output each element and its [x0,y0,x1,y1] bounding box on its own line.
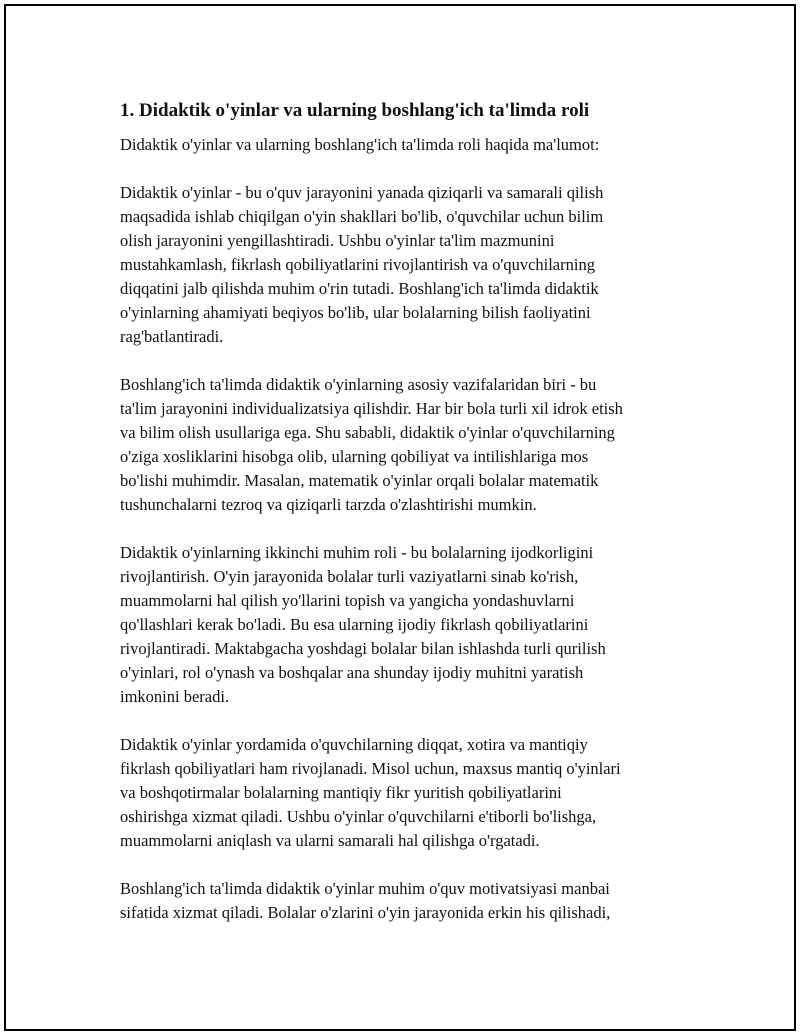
paragraph-line: o'yinlarning ahamiyati beqiyos bo'lib, ular bolalarning bilish faoliyatini [120,303,591,322]
paragraph-line: va bilim olish usullariga ega. Shu sababli, didaktik o'yinlar o'quvchilarning [120,423,615,442]
paragraph-line: va boshqotirmalar bolalarning mantiqiy fikr yuritish qobiliyatlarini [120,783,562,802]
paragraph [120,181,680,349]
document-body [120,98,680,949]
intro-text: Didaktik o'yinlar va ularning boshlang'ich ta'limda roli haqida ma'lumot: [120,135,600,154]
paragraph-line: ta'lim jarayonini individualizatsiya qilishdir. Har bir bola turli xil idrok etish [120,399,623,418]
page-frame [4,4,796,1031]
paragraph-line: Didaktik o'yinlarning ikkinchi muhim roli - bu bolalarning ijodkorligini [120,543,594,562]
paragraph-line: sifatida xizmat qiladi. Bolalar o'zlarini o'yin jarayonida erkin his qilishadi, [120,903,611,922]
paragraph-line: imkonini beradi. [120,687,230,706]
paragraph-line: rivojlantirish. O'yin jarayonida bolalar turli vaziyatlarni sinab ko'rish, [120,567,579,586]
paragraph-line: rag'batlantiradi. [120,327,224,346]
paragraph-line: o'ziga xosliklarini hisobga olib, ularning qobiliyat va intilishlariga mos [120,447,589,466]
paragraph-line: Boshlang'ich ta'limda didaktik o'yinlar muhim o'quv motivatsiyasi manbai [120,879,610,898]
paragraph-line: qo'llashlari kerak bo'ladi. Bu esa ularning ijodiy fikrlash qobiliyatlarini [120,615,589,634]
paragraph [120,373,680,517]
paragraph-line: oshirishga xizmat qiladi. Ushbu o'yinlar o'quvchilarni e'tiborli bo'lishga, [120,807,597,826]
paragraph-line: mustahkamlash, fikrlash qobiliyatlarini rivojlantirish va o'quvchilarning [120,255,595,274]
paragraph-line: tushunchalarni tezroq va qiziqarli tarzda o'zlashtirishi mumkin. [120,495,537,514]
paragraph-line: muammolarni hal qilish yo'llarini topish va yangicha yondashuvlarni [120,591,575,610]
paragraph-line: Didaktik o'yinlar yordamida o'quvchilarning diqqat, xotira va mantiqiy [120,735,588,754]
paragraph-line: Didaktik o'yinlar - bu o'quv jarayonini yanada qiziqarli va samarali qilish [120,183,604,202]
paragraph [120,733,680,853]
paragraph-line: fikrlash qobiliyatlari ham rivojlanadi. Misol uchun, maxsus mantiq o'yinlari [120,759,621,778]
paragraph-line: rivojlantiradi. Maktabgacha yoshdagi bolalar bilan ishlashda turli qurilish [120,639,606,658]
paragraph [120,877,680,925]
paragraph-line: bo'lishi muhimdir. Masalan, matematik o'yinlar orqali bolalar matematik [120,471,599,490]
paragraph [120,541,680,709]
document-heading: 1. Didaktik o'yinlar va ularning boshlang'ich ta'limda roli [120,100,590,121]
paragraph-line: diqqatini jalb qilishda muhim o'rin tutadi. Boshlang'ich ta'limda didaktik [120,279,599,298]
paragraph-line: o'yinlari, rol o'ynash va boshqalar ana shunday ijodiy muhitni yaratish [120,663,584,682]
paragraph-line: olish jarayonini yengillashtiradi. Ushbu o'yinlar ta'lim mazmunini [120,231,555,250]
paragraph-line: maqsadida ishlab chiqilgan o'yin shakllari bo'lib, o'quvchilar uchun bilim [120,207,604,226]
paragraph-line: Boshlang'ich ta'limda didaktik o'yinlarning asosiy vazifalaridan biri - bu [120,375,597,394]
paragraphs-container [120,181,680,925]
paragraph-line: muammolarni aniqlash va ularni samarali hal qilishga o'rgatadi. [120,831,540,850]
